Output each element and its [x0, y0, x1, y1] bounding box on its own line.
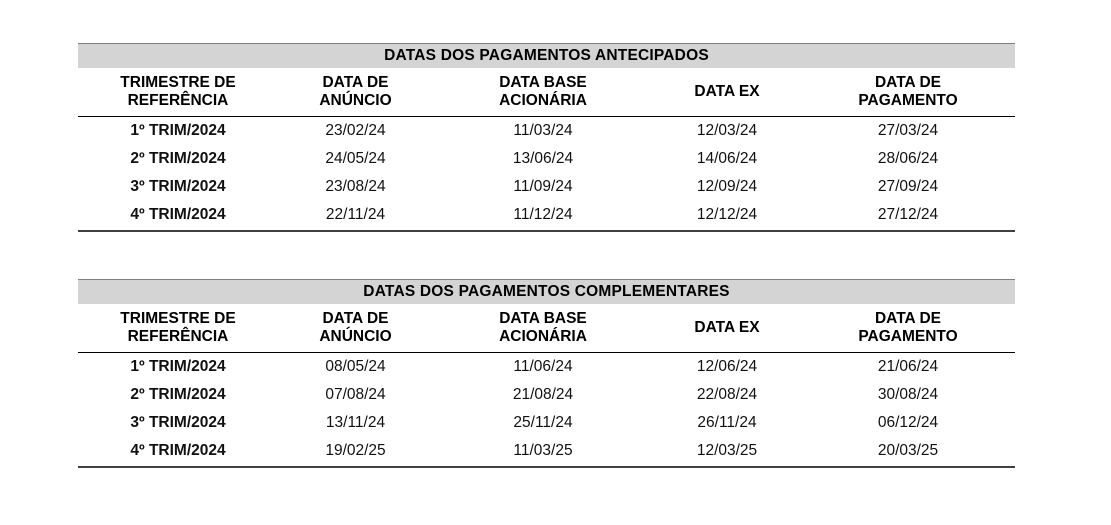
payment-date-cell: 27/09/24 [877, 178, 939, 195]
base-date-cell: 11/03/24 [513, 122, 573, 139]
payment-date-cell: 20/03/25 [877, 442, 939, 459]
header-reference-quarter: TRIMESTRE DE REFERÊNCIA [120, 74, 236, 109]
table-row [78, 117, 1015, 145]
quarter-cell: 4º TRIM/2024 [130, 206, 226, 223]
table-title: DATAS DOS PAGAMENTOS COMPLEMENTARES [78, 279, 1015, 304]
quarter-cell: 2º TRIM/2024 [130, 150, 226, 167]
table-bottom-rule [78, 230, 1015, 232]
table-header-row [78, 68, 1015, 117]
header-ex-date: DATA EX [694, 319, 760, 336]
announcement-date-cell: 08/05/24 [325, 358, 386, 375]
payment-date-cell: 27/12/24 [877, 206, 939, 223]
table-row [78, 437, 1015, 465]
table-row [78, 173, 1015, 201]
base-date-cell: 21/08/24 [512, 386, 574, 403]
quarter-cell: 2º TRIM/2024 [130, 386, 226, 403]
ex-date-cell: 12/03/25 [696, 442, 758, 459]
quarter-cell: 3º TRIM/2024 [130, 414, 226, 431]
base-date-cell: 25/11/24 [513, 414, 573, 431]
ex-date-cell: 12/03/24 [696, 122, 758, 139]
payment-date-cell: 27/03/24 [877, 122, 939, 139]
ex-date-cell: 12/12/24 [696, 206, 758, 223]
table-row [78, 409, 1015, 437]
base-date-cell: 11/03/25 [513, 442, 573, 459]
header-payment-date: DATA DE PAGAMENTO [858, 310, 958, 345]
ex-date-cell: 26/11/24 [697, 414, 757, 431]
payment-date-cell: 21/06/24 [877, 358, 939, 375]
header-announcement-date: DATA DE ANÚNCIO [319, 310, 392, 345]
announcement-date-cell: 23/02/24 [325, 122, 386, 139]
quarter-cell: 1º TRIM/2024 [130, 358, 226, 375]
payment-date-cell: 06/12/24 [877, 414, 939, 431]
base-date-cell: 11/06/24 [513, 358, 573, 375]
advance-payments-table [78, 43, 1015, 232]
table-bottom-rule [78, 466, 1015, 468]
ex-date-cell: 22/08/24 [696, 386, 758, 403]
announcement-date-cell: 07/08/24 [325, 386, 386, 403]
table-row [78, 201, 1015, 229]
table-row [78, 353, 1015, 381]
base-date-cell: 11/09/24 [513, 178, 573, 195]
header-shareholder-base-date: DATA BASE ACIONÁRIA [499, 310, 587, 345]
announcement-date-cell: 19/02/25 [325, 442, 386, 459]
announcement-date-cell: 13/11/24 [325, 414, 386, 431]
table-title: DATAS DOS PAGAMENTOS ANTECIPADOS [78, 43, 1015, 68]
base-date-cell: 11/12/24 [513, 206, 573, 223]
complementary-payments-table [78, 279, 1015, 468]
header-payment-date: DATA DE PAGAMENTO [858, 74, 958, 109]
payment-date-cell: 30/08/24 [877, 386, 939, 403]
header-ex-date: DATA EX [694, 83, 760, 100]
quarter-cell: 3º TRIM/2024 [130, 178, 226, 195]
quarter-cell: 1º TRIM/2024 [130, 122, 226, 139]
ex-date-cell: 12/09/24 [696, 178, 758, 195]
announcement-date-cell: 22/11/24 [325, 206, 386, 223]
table-header-row [78, 304, 1015, 353]
ex-date-cell: 14/06/24 [696, 150, 758, 167]
header-shareholder-base-date: DATA BASE ACIONÁRIA [499, 74, 587, 109]
table-row [78, 381, 1015, 409]
payment-date-cell: 28/06/24 [877, 150, 939, 167]
ex-date-cell: 12/06/24 [696, 358, 758, 375]
quarter-cell: 4º TRIM/2024 [130, 442, 226, 459]
header-reference-quarter: TRIMESTRE DE REFERÊNCIA [120, 310, 236, 345]
announcement-date-cell: 24/05/24 [325, 150, 386, 167]
base-date-cell: 13/06/24 [512, 150, 574, 167]
table-row [78, 145, 1015, 173]
header-announcement-date: DATA DE ANÚNCIO [319, 74, 392, 109]
announcement-date-cell: 23/08/24 [325, 178, 386, 195]
